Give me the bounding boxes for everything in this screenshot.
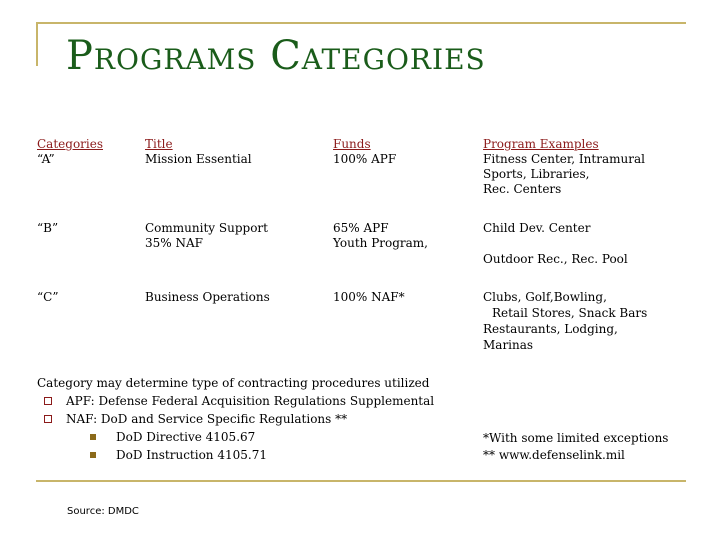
accent-rule-vertical — [36, 22, 38, 66]
footnotes — [483, 430, 668, 464]
notes-apf-text: APF: Defense Federal Acquisition Regulations Supplemental — [66, 394, 435, 408]
notes-naf-text: NAF: DoD and Service Specific Regulations ** — [66, 412, 348, 426]
notes-directive-item — [37, 428, 434, 446]
row-c-example-1: Clubs, Golf,Bowling, — [483, 290, 607, 304]
row-b-example-2: Outdoor Rec., Rec. Pool — [483, 252, 628, 266]
notes-apf-item — [37, 392, 434, 410]
notes-naf-item — [37, 410, 434, 428]
page-title: Programs Categories — [66, 33, 486, 79]
notes-directive-text: DoD Directive 4105.67 — [116, 430, 256, 444]
row-c-example-2: Retail Stores, Snack Bars — [492, 306, 648, 320]
row-c-funds: 100% NAF* — [333, 290, 405, 304]
row-a-example-1: Fitness Center, Intramural — [483, 152, 645, 166]
row-c-category: “C” — [37, 290, 59, 304]
filled-square-bullet-icon — [90, 452, 96, 458]
source-credit: Source: DMDC — [67, 506, 139, 517]
footnote-exceptions: *With some limited exceptions — [483, 431, 669, 445]
footnote-link: ** www.defenselink.mil — [483, 448, 625, 462]
row-a-category: “A” — [37, 152, 55, 166]
accent-rule-bottom — [36, 480, 686, 482]
hollow-square-bullet-icon — [44, 397, 52, 405]
row-a-title: Mission Essential — [145, 152, 252, 166]
notes-block — [37, 374, 434, 464]
notes-instruction-item — [37, 446, 434, 464]
row-b-category: “B” — [37, 221, 59, 235]
row-c-title: Business Operations — [145, 290, 270, 304]
row-b-title-1: Community Support — [145, 221, 268, 235]
accent-rule-top — [36, 22, 686, 24]
row-b-title-2: 35% NAF — [145, 236, 203, 250]
filled-square-bullet-icon — [90, 434, 96, 440]
row-b-example-1: Child Dev. Center — [483, 221, 591, 235]
header-program-examples: Program Examples — [483, 137, 599, 151]
row-a-funds: 100% APF — [333, 152, 397, 166]
row-c-example-4: Marinas — [483, 338, 534, 352]
notes-instruction-text: DoD Instruction 4105.71 — [116, 448, 267, 462]
row-b-funds-2: Youth Program, — [333, 236, 428, 250]
header-categories: Categories — [37, 137, 103, 151]
header-funds: Funds — [333, 137, 371, 151]
row-c-example-3: Restaurants, Lodging, — [483, 322, 618, 336]
header-title: Title — [145, 137, 173, 151]
hollow-square-bullet-icon — [44, 415, 52, 423]
notes-intro: Category may determine type of contracting procedures utilized — [37, 376, 430, 390]
row-a-example-3: Rec. Centers — [483, 182, 562, 196]
row-a-example-2: Sports, Libraries, — [483, 167, 590, 181]
row-b-funds-1: 65% APF — [333, 221, 389, 235]
